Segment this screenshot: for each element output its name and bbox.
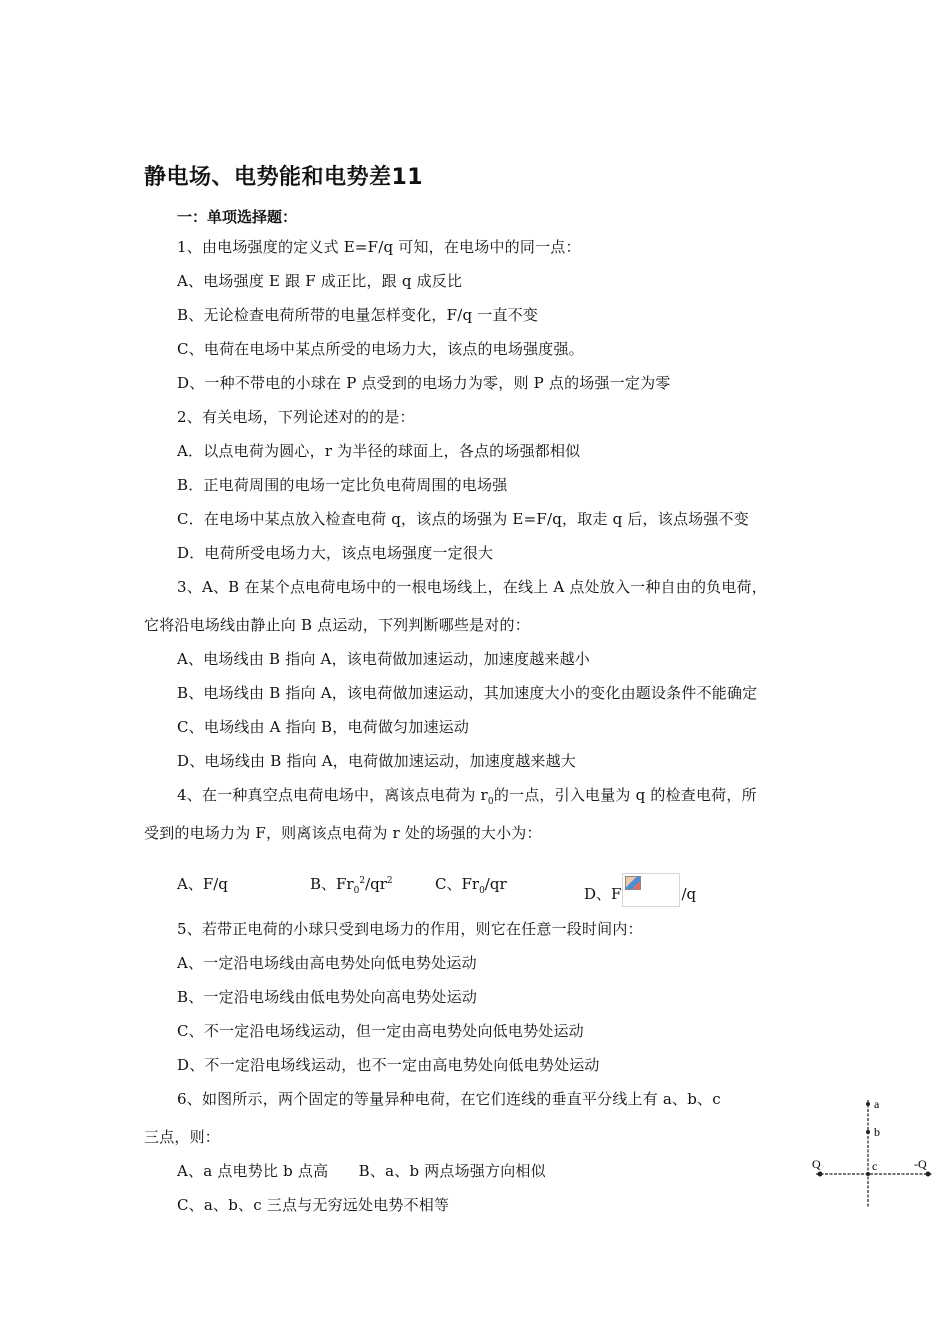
q4-c-post: /qr <box>484 875 507 893</box>
label-c: c <box>872 1159 878 1173</box>
q1-option-d: D、一种不带电的小球在 P 点受到的电场力为零，则 P 点的场强一定为零 <box>177 374 671 392</box>
q4-c-sub: 0 <box>479 886 485 896</box>
q6-option-ab: A、a 点电势比 b 点高 B、a、b 两点场强方向相似 <box>177 1162 546 1180</box>
point-c <box>866 1172 870 1176</box>
q3-option-b: B、电场线由 B 指向 A，该电荷做加速运动，其加速度大小的变化由题设条件不能确定 <box>177 684 758 702</box>
q2-option-a: A．以点电荷为圆心，r 为半径的球面上，各点的场强都相似 <box>177 442 581 460</box>
q3-option-c: C、电场线由 A 指向 B，电荷做匀加速运动 <box>177 718 470 736</box>
question-6-cont: 三点，则： <box>144 1128 221 1146</box>
q4-option-a: A、F/q <box>177 875 228 893</box>
q4-d-post: /q <box>681 885 697 903</box>
document-title: 静电场、电势能和电势差11 <box>144 165 424 190</box>
charge-diagram <box>808 1094 938 1212</box>
q4-c-pre: C、Fr <box>435 875 480 893</box>
broken-image-icon <box>622 873 680 907</box>
question-4 <box>177 784 757 807</box>
q4-text-part1: 4、在一种真空点电荷电场中，离该点电荷为 r <box>177 786 488 804</box>
q1-option-a: A、电场强度 E 跟 F 成正比，跟 q 成反比 <box>177 272 463 290</box>
q4-subscript: 0 <box>487 797 494 807</box>
q6-option-c: C、a、b、c 三点与无穷远处电势不相等 <box>177 1196 450 1214</box>
question-5: 5、若带正电荷的小球只受到电场力的作用，则它在任意一段时间内： <box>177 920 643 938</box>
q5-option-a: A、一定沿电场线由高电势处向低电势处运动 <box>177 954 477 972</box>
question-1: 1、由电场强度的定义式 E=F/q 可知，在电场中的同一点： <box>177 238 581 256</box>
q3-option-d: D、电场线由 B 指向 A，电荷做加速运动，加速度越来越大 <box>177 752 576 770</box>
q1-option-b: B、无论检查电荷所带的电量怎样变化，F/q 一直不变 <box>177 306 539 324</box>
question-3-cont: 它将沿电场线由静止向 B 点运动，下列判断哪些是对的： <box>144 616 530 634</box>
q4-option-d <box>584 873 696 907</box>
question-3: 3、A、B 在某个点电荷电场中的一根电场线上，在线上 A 点处放入一种自由的负电荷， <box>177 578 767 596</box>
label-a: a <box>874 1097 880 1111</box>
q1-option-c: C、电荷在电场中某点所受的电场力大，该点的电场强度强。 <box>177 340 584 358</box>
q4-option-b <box>310 873 393 896</box>
point-b <box>866 1130 870 1134</box>
q4-text-part2: 的一点，引入电量为 q 的检查电荷，所 <box>493 786 757 804</box>
label-b: b <box>874 1125 880 1139</box>
q4-b-sup2: 2 <box>386 876 393 886</box>
question-6: 6、如图所示，两个固定的等量异种电荷，在它们连线的垂直平分线上有 a、b、c <box>177 1090 721 1108</box>
question-2: 2、有关电场，下列论述对的的是： <box>177 408 415 426</box>
q2-option-d: D．电荷所受电场力大，该点电场强度一定很大 <box>177 544 494 562</box>
left-charge-dot <box>818 1172 823 1177</box>
q5-option-b: B、一定沿电场线由低电势处向高电势处运动 <box>177 988 478 1006</box>
q4-b-mid: /qr <box>365 875 387 893</box>
section-heading: 一：单项选择题： <box>177 208 298 226</box>
question-4-cont: 受到的电场力为 F，则离该点电荷为 r 处的场强的大小为： <box>144 824 542 842</box>
label-right-charge: -Q <box>914 1157 927 1171</box>
label-left-charge: Q <box>812 1157 821 1171</box>
right-charge-dot <box>926 1172 931 1177</box>
q2-option-c: C．在电场中某点放入检查电荷 q，该点的场强为 E=F/q，取走 q 后，该点场强不变 <box>177 510 749 528</box>
point-a <box>866 1102 870 1106</box>
q4-option-c <box>435 873 507 896</box>
q5-option-c: C、不一定沿电场线运动，但一定由高电势处向低电势处运动 <box>177 1022 584 1040</box>
q2-option-b: B．正电荷周围的电场一定比负电荷周围的电场强 <box>177 476 508 494</box>
q3-option-a: A、电场线由 B 指向 A，该电荷做加速运动，加速度越来越小 <box>177 650 590 668</box>
q5-option-d: D、不一定沿电场线运动，也不一定由高电势处向低电势处运动 <box>177 1056 600 1074</box>
q4-b-pre: B、Fr <box>310 875 354 893</box>
q4-b-sub: 0 <box>353 886 360 896</box>
q4-b-sup: 2 <box>359 876 366 886</box>
q4-d-pre: D、F <box>584 885 622 903</box>
